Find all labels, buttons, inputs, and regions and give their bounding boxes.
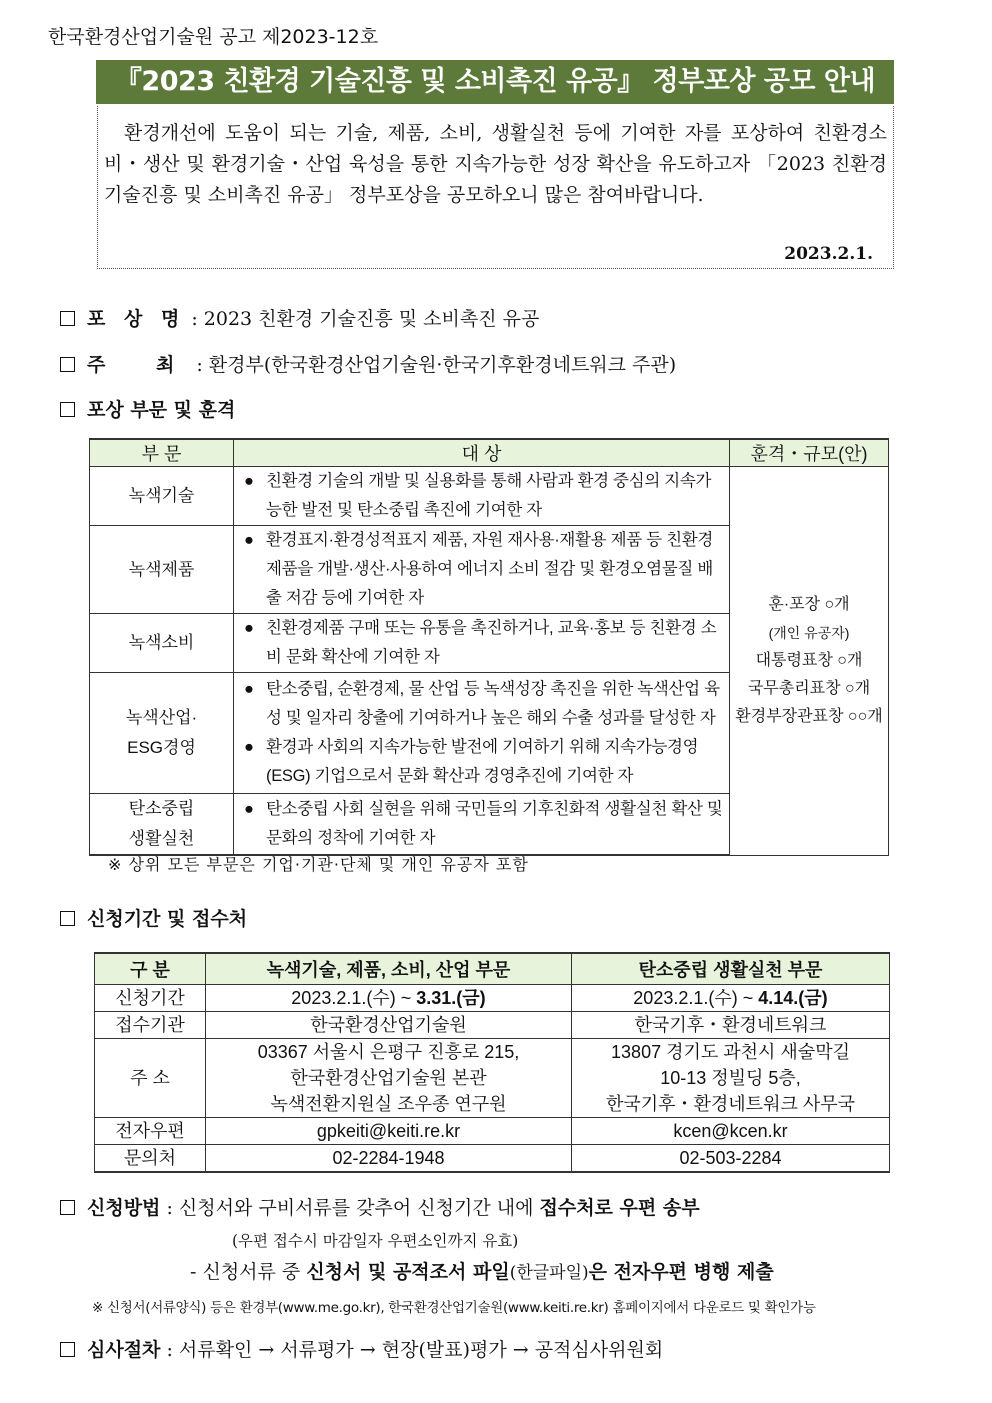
address-line: 한국환경산업기술원 본관 <box>290 1068 487 1088</box>
target-text: 환경표지·환경성적표지 제품, 자원 재사용·재활용 제품 등 친환경 제품을 개발·생산·사용하여 에너지 소비 절감 및 환경오염물질 배출 저감 등에 기여한 자 <box>266 531 713 607</box>
checkbox-icon <box>60 911 75 926</box>
award-name-value: : 2023 친환경 기술진흥 및 소비촉진 유공 <box>191 308 540 330</box>
target-text: 친환경 기술의 개발 및 실용화를 통해 사람과 환경 중심의 지속가능한 발전 및 탄소중립 촉진에 기여한 자 <box>266 472 712 519</box>
method-section <box>60 1193 700 1220</box>
target-text: 환경과 사회의 지속가능한 발전에 기여하기 위해 지속가능경영(ESG) 기업으로서 문화 확산과 경영추진에 기여한 자 <box>266 738 699 785</box>
host-value: : 환경부(한국환경산업기술원·한국기후환경네트워크 주관) <box>196 354 677 376</box>
award-name-label: 포 상 명 <box>87 308 186 330</box>
col-header-kind: 구 분 <box>95 953 206 985</box>
period-carbon <box>572 985 890 1012</box>
period-green <box>206 985 572 1012</box>
row-label: 접수기관 <box>95 1012 206 1039</box>
address-line: 녹색전환지원실 조우종 연구원 <box>270 1094 507 1114</box>
award-line: 대통령표창 ○개 <box>755 651 863 669</box>
award-line: 훈·포장 ○개 <box>768 595 850 613</box>
address-line: 한국기후・환경네트워크 사무국 <box>605 1094 856 1114</box>
col-header-category: 부 문 <box>90 439 234 467</box>
bullet-icon: ● <box>244 619 254 637</box>
categories-heading-row <box>60 395 235 422</box>
table-row <box>90 467 889 526</box>
category-line: ESG경영 <box>127 738 196 757</box>
award-line: 국무총리표창 ○개 <box>747 679 871 697</box>
notice-date: 2023.2.1. <box>784 244 873 264</box>
checkbox-icon <box>60 1200 75 1215</box>
process-label: 심사절차 <box>87 1339 161 1361</box>
target-cell <box>234 794 730 856</box>
category-line: 녹색산업· <box>125 708 198 727</box>
award-line: (개인 유공자) <box>768 624 850 641</box>
award-name-section <box>60 304 539 331</box>
target-text: 탄소중립, 순환경제, 물 산업 등 녹색성장 촉진을 위한 녹색산업 육성 및 일자리 창출에 기여하거나 높은 해외 수출 성과를 달성한 자 <box>266 680 720 727</box>
checkbox-icon <box>60 311 75 326</box>
bullet-icon: ● <box>244 738 254 756</box>
category-line: 생활실천 <box>128 829 195 848</box>
table-row <box>95 1012 890 1039</box>
categories-heading: 포상 부문 및 훈격 <box>87 399 236 421</box>
process-text: : 서류확인 → 서류평가 → 현장(발표)평가 → 공적심사위원회 <box>166 1339 664 1361</box>
notice-number: 한국환경산업기술원 공고 제2023-12호 <box>48 26 379 48</box>
address-line: 03367 서울시 은평구 진흥로 215, <box>257 1042 520 1062</box>
application-heading: 신청기간 및 접수처 <box>87 908 248 930</box>
row-label: 신청기간 <box>95 985 206 1012</box>
contact-carbon: 02-503-2284 <box>572 1145 890 1173</box>
award-cell <box>730 467 889 856</box>
category-line: 탄소중립 <box>128 799 195 818</box>
intro-box <box>97 106 894 269</box>
method-line2-bold: 은 전자우편 병행 제출 <box>588 1261 774 1283</box>
target-cell <box>234 526 730 614</box>
method-emphasis: 접수처로 우편 송부 <box>539 1197 700 1219</box>
col-header-award: 훈격・규모(안) <box>730 439 889 467</box>
application-heading-row <box>60 904 247 931</box>
category-cell: 녹색소비 <box>90 614 234 673</box>
table-row <box>95 985 890 1012</box>
period-end: 4.14.(금) <box>758 988 828 1008</box>
email-green[interactable]: gpkeiti@keiti.re.kr <box>206 1118 572 1145</box>
address-green <box>206 1039 572 1118</box>
method-line2-bold: 신청서 및 공적조서 파일 <box>306 1261 510 1283</box>
method-text: : 신청서와 구비서류를 갖추어 신청기간 내에 <box>166 1197 540 1219</box>
method-line2-mid: (한글파일) <box>509 1263 589 1283</box>
period-start: 2023.2.1.(수) ~ <box>633 988 759 1008</box>
period-start: 2023.2.1.(수) ~ <box>291 988 417 1008</box>
table-row <box>95 1118 890 1145</box>
row-label: 전자우편 <box>95 1118 206 1145</box>
category-cell: 녹색제품 <box>90 526 234 614</box>
row-label: 문의처 <box>95 1145 206 1173</box>
host-label: 주 최 <box>87 354 197 376</box>
bullet-icon: ● <box>244 531 254 549</box>
method-sub-note: (우편 접수시 마감일자 우편소인까지 유효) <box>232 1232 519 1250</box>
col-header-carbon: 탄소중립 생활실천 부문 <box>572 953 890 985</box>
row-label: 주 소 <box>95 1039 206 1118</box>
agency-green: 한국환경산업기술원 <box>206 1012 572 1039</box>
table-row <box>95 1145 890 1173</box>
bullet-icon: ● <box>244 472 254 490</box>
target-cell <box>234 467 730 526</box>
contact-green: 02-2284-1948 <box>206 1145 572 1173</box>
bullet-icon: ● <box>244 680 254 698</box>
col-header-target: 대 상 <box>234 439 730 467</box>
target-text: 친환경제품 구매 또는 유통을 촉진하거나, 교육·홍보 등 친환경 소비 문화 확산에 기여한 자 <box>266 619 717 666</box>
target-cell <box>234 614 730 673</box>
address-line: 10-13 정빌딩 5층, <box>660 1068 801 1088</box>
award-line: 환경부장관표창 ○○개 <box>735 707 883 725</box>
categories-note: ※ 상위 모든 부문은 기업·기관·단체 및 개인 유공자 포함 <box>108 855 529 874</box>
method-label: 신청방법 <box>87 1197 161 1219</box>
agency-carbon: 한국기후・환경네트워크 <box>572 1012 890 1039</box>
col-header-green: 녹색기술, 제품, 소비, 산업 부문 <box>206 953 572 985</box>
method-line2 <box>190 1257 774 1284</box>
bullet-icon: ● <box>244 800 254 818</box>
address-carbon <box>572 1039 890 1118</box>
category-cell <box>90 673 234 794</box>
application-table <box>94 952 890 1173</box>
table-row <box>95 1039 890 1118</box>
category-cell: 녹색기술 <box>90 467 234 526</box>
process-section <box>60 1335 663 1362</box>
download-note: ※ 신청서(서류양식) 등은 환경부(www.me.go.kr), 한국환경산업기술원(www.keiti.re.kr) 홈페이지에서 다운로드 및 확인가능 <box>92 1300 816 1316</box>
checkbox-icon <box>60 1342 75 1357</box>
address-line: 13807 경기도 과천시 새술막길 <box>611 1042 850 1062</box>
intro-text: 환경개선에 도움이 되는 기술, 제품, 소비, 생활실천 등에 기여한 자를 포상하여 친환경소비・생산 및 환경기술・산업 육성을 통한 지속가능한 성장 확산을 유도하고자 「2023 친환경 기술진흥 및 소비촉진 유공」 정부포상을 공모하오니 많은 참여바랍니다. <box>104 122 887 206</box>
category-cell <box>90 794 234 856</box>
target-text: 탄소중립 사회 실현을 위해 국민들의 기후친화적 생활실천 확산 및 문화의 정착에 기여한 자 <box>266 800 723 847</box>
host-section <box>60 350 676 377</box>
target-cell <box>234 673 730 794</box>
email-carbon[interactable]: kcen@kcen.kr <box>572 1118 890 1145</box>
categories-table <box>89 438 889 856</box>
method-line2-text: - 신청서류 중 <box>190 1261 307 1283</box>
period-end: 3.31.(금) <box>416 988 486 1008</box>
checkbox-icon <box>60 357 75 372</box>
checkbox-icon <box>60 402 75 417</box>
page-title: 『2023 친환경 기술진흥 및 소비촉진 유공』 정부포상 공모 안내 <box>96 60 894 104</box>
